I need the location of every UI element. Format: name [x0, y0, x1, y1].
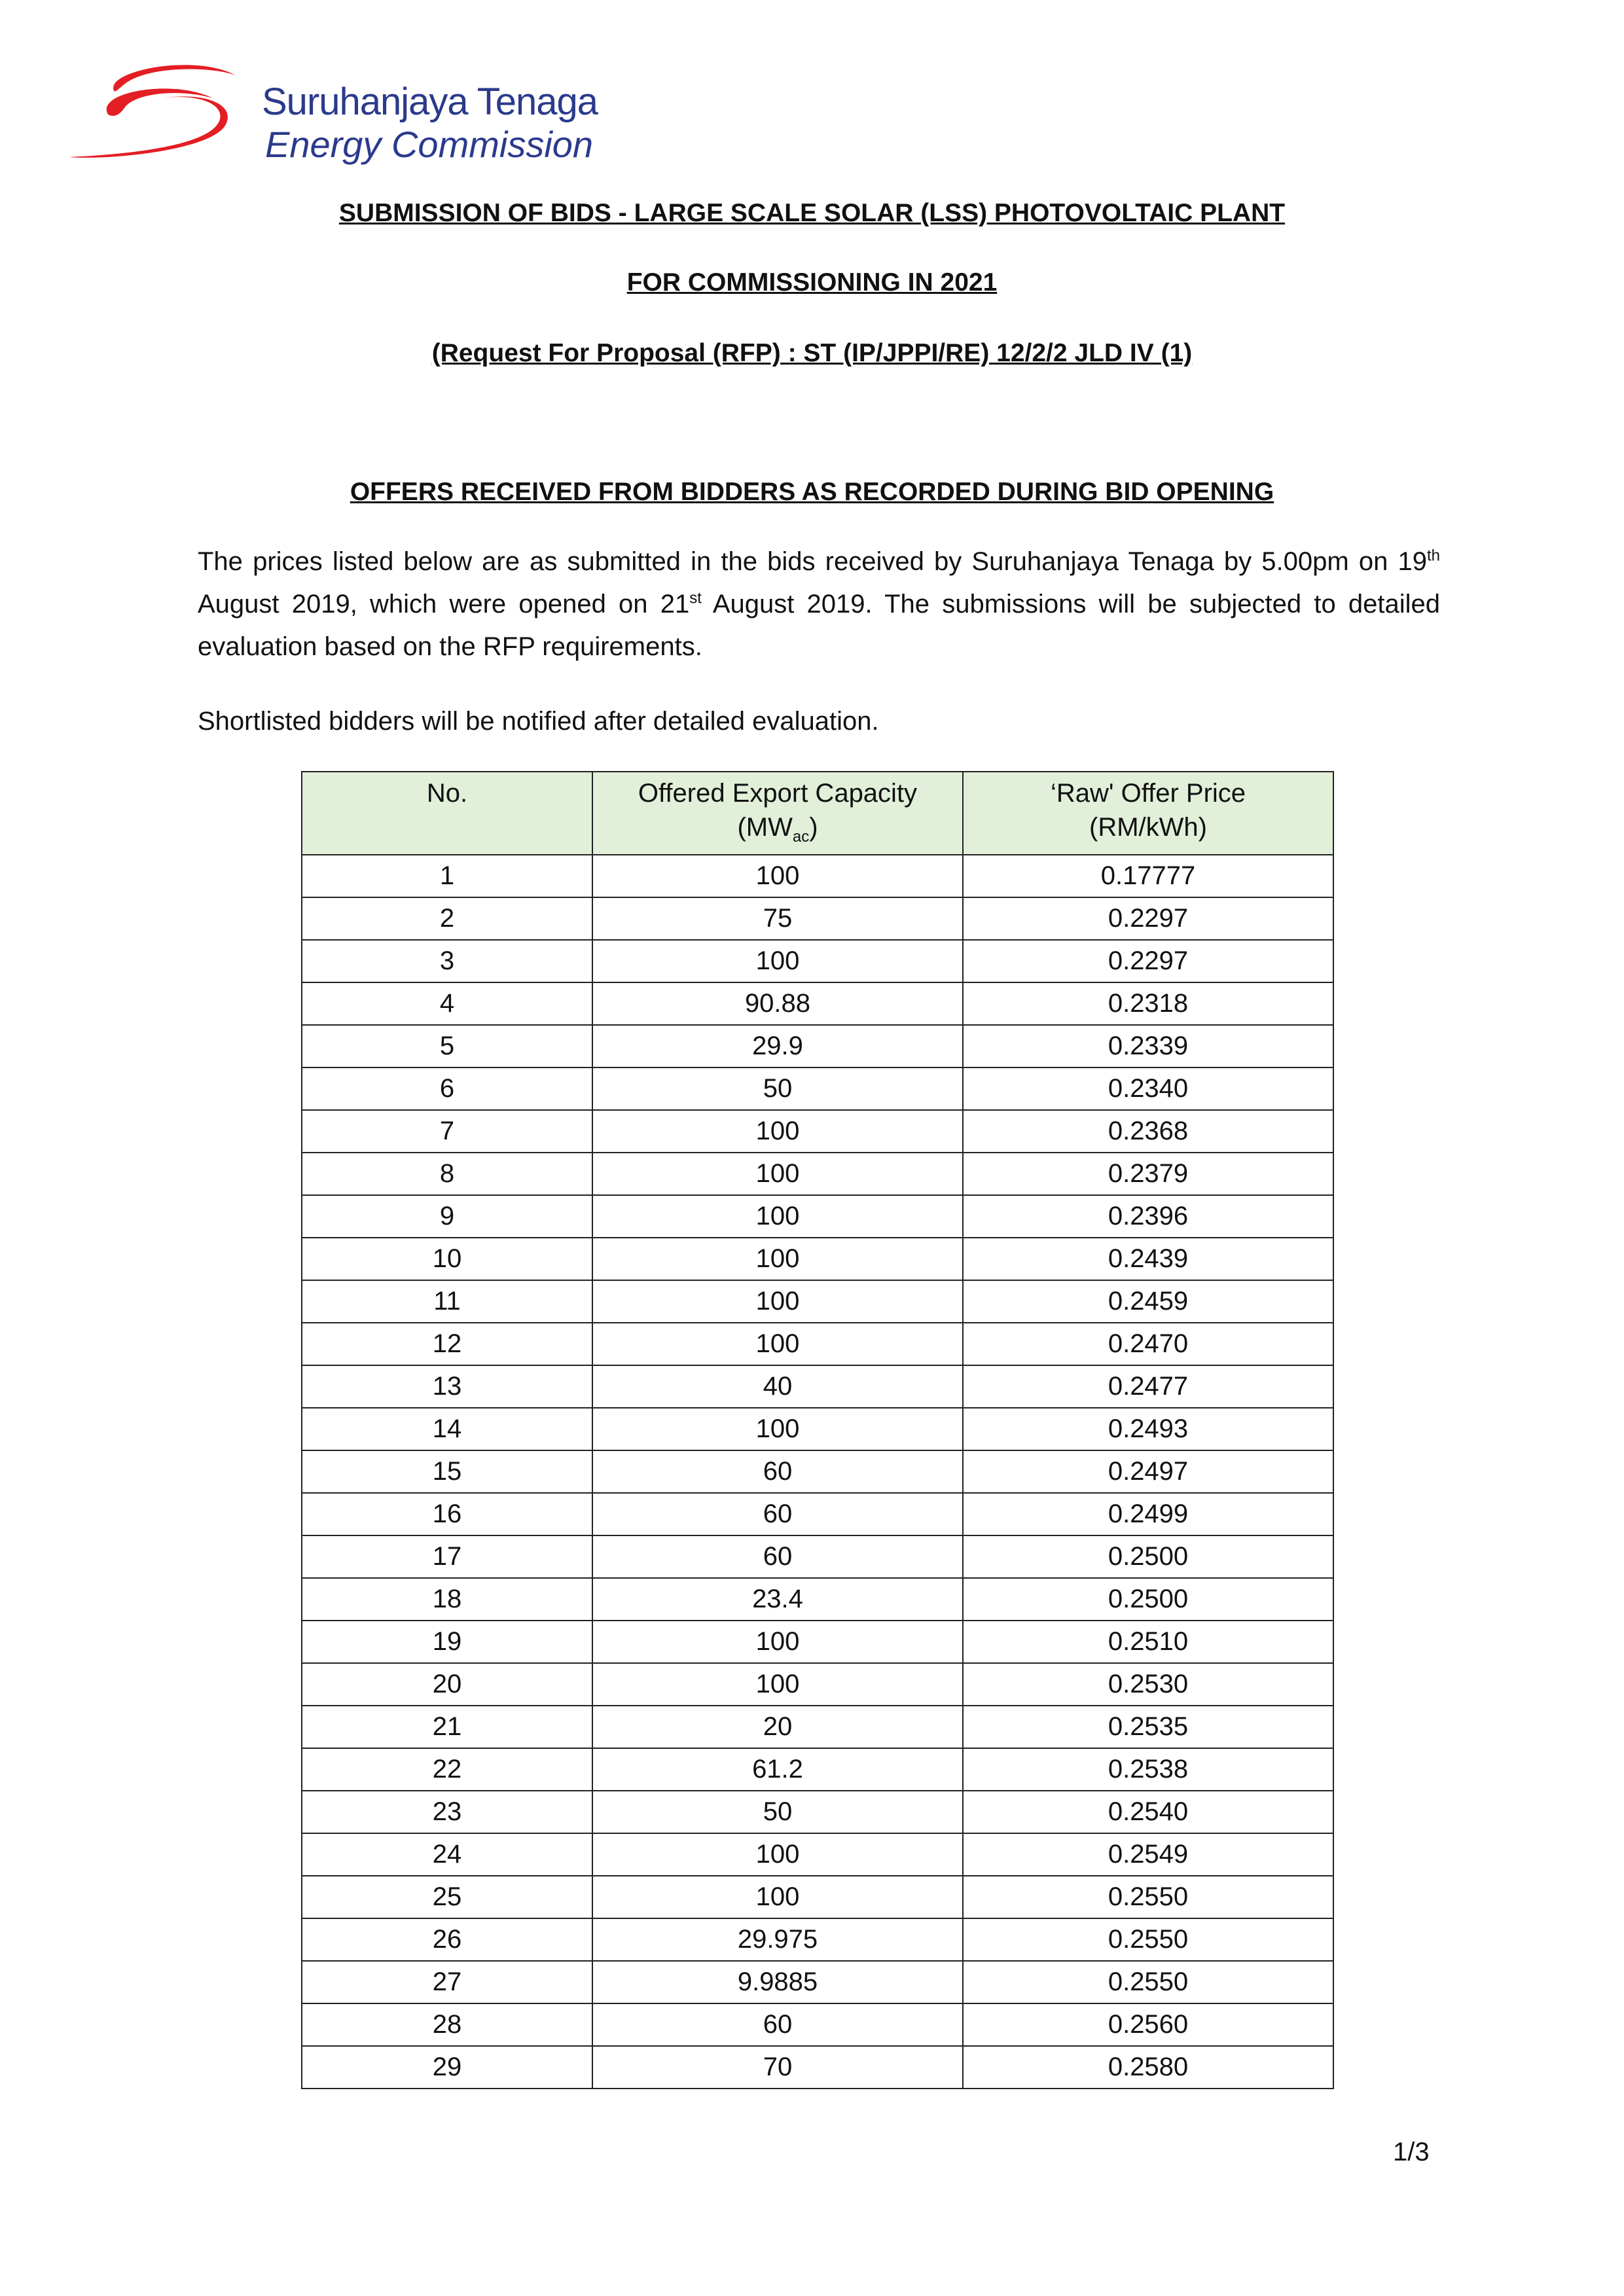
rfp-reference: (Request For Proposal (RFP) : ST (IP/JPPI/RE) 12/2/2 JLD IV (1): [431, 339, 1193, 367]
cell-no: 22: [302, 1748, 592, 1791]
table-row: [302, 1153, 1333, 1195]
cell-price: 0.2500: [963, 1578, 1333, 1621]
cell-price: 0.2550: [963, 1876, 1333, 1918]
cell-capacity: 75: [592, 897, 963, 940]
cell-price: 0.2318: [963, 982, 1333, 1025]
cell-capacity: 60: [592, 1493, 963, 1535]
table-row: [302, 982, 1333, 1025]
cell-capacity: 40: [592, 1365, 963, 1408]
table-row: [302, 1918, 1333, 1961]
cell-no: 5: [302, 1025, 592, 1067]
cell-no: 7: [302, 1110, 592, 1153]
table-row: [302, 1195, 1333, 1238]
cell-price: 0.2459: [963, 1280, 1333, 1323]
table-row: [302, 1578, 1333, 1621]
cell-capacity: 100: [592, 1153, 963, 1195]
cell-price: 0.2396: [963, 1195, 1333, 1238]
swoosh-logo-icon: [62, 52, 272, 170]
cell-no: 9: [302, 1195, 592, 1238]
cell-price: 0.2439: [963, 1238, 1333, 1280]
table-row: [302, 1706, 1333, 1748]
page-title: SUBMISSION OF BIDS - LARGE SCALE SOLAR (LSS) PHOTOVOLTAIC PLANT: [338, 199, 1286, 227]
table-header-row: [302, 772, 1333, 855]
table-row: [302, 1280, 1333, 1323]
table-row: [302, 855, 1333, 897]
cell-capacity: 50: [592, 1067, 963, 1110]
cell-capacity: 100: [592, 1238, 963, 1280]
cell-capacity: 9.9885: [592, 1961, 963, 2003]
cell-price: 0.2339: [963, 1025, 1333, 1067]
cell-no: 27: [302, 1961, 592, 2003]
cell-price: 0.2535: [963, 1706, 1333, 1748]
header-no-label: No.: [426, 779, 468, 808]
cell-price: 0.2379: [963, 1153, 1333, 1195]
table-row: [302, 1961, 1333, 2003]
cell-capacity: 100: [592, 1408, 963, 1450]
shortlist-note: Shortlisted bidders will be notified after detailed evaluation.: [198, 707, 879, 736]
table-row: [302, 1408, 1333, 1450]
table-row: [302, 940, 1333, 982]
intro-text-b: August 2019, which were opened on 21: [198, 590, 690, 619]
cell-capacity: 100: [592, 1663, 963, 1706]
page-subtitle: FOR COMMISSIONING IN 2021: [626, 268, 998, 296]
cell-capacity: 20: [592, 1706, 963, 1748]
cell-capacity: 100: [592, 940, 963, 982]
cell-price: 0.2510: [963, 1621, 1333, 1663]
cell-no: 13: [302, 1365, 592, 1408]
cell-no: 12: [302, 1323, 592, 1365]
cell-no: 1: [302, 855, 592, 897]
logo-subtitle: Energy Commission: [265, 124, 594, 165]
cell-price: 0.2470: [963, 1323, 1333, 1365]
cell-price: 0.2549: [963, 1833, 1333, 1876]
cell-no: 4: [302, 982, 592, 1025]
table-row: [302, 1323, 1333, 1365]
cell-price: 0.2540: [963, 1791, 1333, 1833]
header-price: [963, 772, 1333, 855]
table-row: [302, 1450, 1333, 1493]
cell-no: 8: [302, 1153, 592, 1195]
cell-price: 0.2340: [963, 1067, 1333, 1110]
cell-capacity: 29.9: [592, 1025, 963, 1067]
cell-price: 0.2493: [963, 1408, 1333, 1450]
cell-capacity: 100: [592, 855, 963, 897]
table-row: [302, 1238, 1333, 1280]
intro-sup-st: st: [689, 589, 702, 607]
table-body: [302, 855, 1333, 2089]
cell-no: 15: [302, 1450, 592, 1493]
cell-capacity: 60: [592, 1535, 963, 1578]
cell-capacity: 100: [592, 1110, 963, 1153]
cell-no: 25: [302, 1876, 592, 1918]
cell-no: 17: [302, 1535, 592, 1578]
cell-price: 0.2499: [963, 1493, 1333, 1535]
logo-name: Suruhanjaya Tenaga: [262, 81, 598, 123]
cell-no: 18: [302, 1578, 592, 1621]
header-capacity-unit-close: ): [809, 813, 818, 842]
table-row: [302, 2046, 1333, 2089]
cell-price: 0.2497: [963, 1450, 1333, 1493]
intro-paragraph: [198, 541, 1440, 668]
table-row: [302, 1067, 1333, 1110]
cell-price: 0.2580: [963, 2046, 1333, 2089]
cell-price: 0.2368: [963, 1110, 1333, 1153]
cell-capacity: 70: [592, 2046, 963, 2089]
cell-capacity: 23.4: [592, 1578, 963, 1621]
header-no: [302, 772, 592, 855]
cell-capacity: 60: [592, 2003, 963, 2046]
table-row: [302, 1748, 1333, 1791]
table-row: [302, 1833, 1333, 1876]
table-row: [302, 1025, 1333, 1067]
bids-table: [301, 771, 1334, 2089]
cell-price: 0.2477: [963, 1365, 1333, 1408]
cell-capacity: 60: [592, 1450, 963, 1493]
table-row: [302, 1365, 1333, 1408]
page-number: 1/3: [1393, 2138, 1430, 2166]
cell-capacity: 29.975: [592, 1918, 963, 1961]
table-row: [302, 1876, 1333, 1918]
cell-no: 6: [302, 1067, 592, 1110]
cell-price: 0.2550: [963, 1918, 1333, 1961]
cell-capacity: 50: [592, 1791, 963, 1833]
header-price-label: ‘Raw' Offer Price: [1050, 779, 1246, 808]
cell-no: 16: [302, 1493, 592, 1535]
intro-text-a: The prices listed below are as submitted in the bids received by Suruhanjaya Tenaga by 5.00pm on 19: [198, 547, 1427, 576]
cell-capacity: 100: [592, 1280, 963, 1323]
cell-price: 0.2550: [963, 1961, 1333, 2003]
intro-sup-th: th: [1426, 547, 1440, 565]
table-row: [302, 1621, 1333, 1663]
cell-no: 20: [302, 1663, 592, 1706]
cell-capacity: 90.88: [592, 982, 963, 1025]
header-capacity-label: Offered Export Capacity: [638, 779, 918, 808]
cell-no: 14: [302, 1408, 592, 1450]
table-row: [302, 1110, 1333, 1153]
cell-capacity: 61.2: [592, 1748, 963, 1791]
table-row: [302, 2003, 1333, 2046]
header-capacity-unit-sub: ac: [792, 828, 810, 846]
cell-price: 0.17777: [963, 855, 1333, 897]
cell-capacity: 100: [592, 1195, 963, 1238]
section-heading: OFFERS RECEIVED FROM BIDDERS AS RECORDED DURING BID OPENING: [350, 478, 1274, 506]
intro-text-c: August 2019. The submissions will be subjected to detailed evaluation based on the RFP requirements.: [198, 590, 1441, 661]
cell-no: 19: [302, 1621, 592, 1663]
cell-capacity: 100: [592, 1323, 963, 1365]
cell-price: 0.2297: [963, 897, 1333, 940]
logo: [62, 52, 651, 170]
cell-no: 24: [302, 1833, 592, 1876]
cell-no: 23: [302, 1791, 592, 1833]
table-row: [302, 897, 1333, 940]
cell-price: 0.2297: [963, 940, 1333, 982]
table-row: [302, 1663, 1333, 1706]
cell-capacity: 100: [592, 1876, 963, 1918]
cell-no: 28: [302, 2003, 592, 2046]
header-price-unit: (RM/kWh): [1089, 813, 1207, 842]
cell-no: 11: [302, 1280, 592, 1323]
cell-no: 29: [302, 2046, 592, 2089]
cell-price: 0.2500: [963, 1535, 1333, 1578]
cell-no: 3: [302, 940, 592, 982]
table-row: [302, 1493, 1333, 1535]
header-capacity-unit: (MW: [737, 813, 793, 842]
cell-capacity: 100: [592, 1621, 963, 1663]
cell-price: 0.2530: [963, 1663, 1333, 1706]
table-row: [302, 1535, 1333, 1578]
cell-price: 0.2538: [963, 1748, 1333, 1791]
cell-no: 10: [302, 1238, 592, 1280]
table-row: [302, 1791, 1333, 1833]
cell-price: 0.2560: [963, 2003, 1333, 2046]
cell-capacity: 100: [592, 1833, 963, 1876]
cell-no: 2: [302, 897, 592, 940]
header-capacity: [592, 772, 963, 855]
cell-no: 26: [302, 1918, 592, 1961]
cell-no: 21: [302, 1706, 592, 1748]
